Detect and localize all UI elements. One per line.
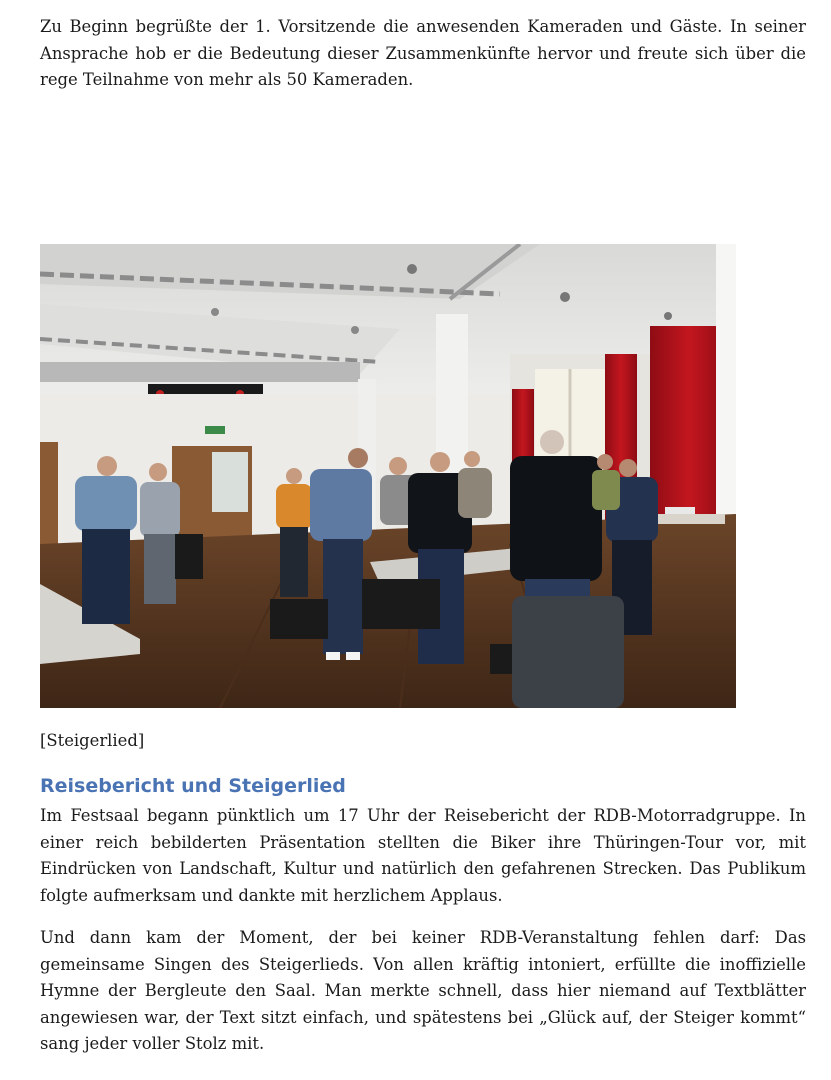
section-heading: Reisebericht und Steigerlied: [40, 775, 346, 797]
section-body: [40, 803, 806, 1058]
event-photo-illustration: [40, 244, 736, 708]
jacket-on-chair: [512, 596, 624, 708]
intro-block: [40, 14, 806, 94]
photo-caption: [Steigerlied]: [40, 731, 145, 750]
side-table: [650, 514, 725, 524]
stage-truss: [40, 362, 360, 382]
section-paragraph-2: Und dann kam der Moment, der bei keiner RDB-Veranstaltung fehlen darf: Das gemeinsame Singen des Steigerlieds. Von allen kräftig intoniert, erfüllte die inoffizielle Hymne der Bergleute den Saal. Man merkte schnell, dass hier niemand auf Textblätter angewiesen war, der Text sitzt einfach, und spätestens bei „Glück auf, der Steiger kommt“ sang jeder voller Stolz mit.: [40, 928, 806, 1053]
exit-sign: [205, 426, 225, 434]
intro-paragraph: Zu Beginn begrüßte der 1. Vorsitzende die anwesenden Kameraden und Gäste. In seiner Ansprache hob er die Bedeutung dieser Zusammenkünfte hervor und freute sich über die rege Teilnahme von mehr als 50 Kameraden.: [40, 17, 806, 89]
section-paragraph-1: Im Festsaal begann pünktlich um 17 Uhr der Reisebericht der RDB-Motorradgruppe. In einer reich bebilderten Präsentation stellten die Biker ihre Thüringen-Tour vor, mit Eindrücken von Landschaft, Kultur und natürlich den gefahrenen Strecken. Das Publikum folgte aufmerksam und dankte mit herzlichem Applaus.: [40, 806, 806, 905]
event-photo: [40, 244, 736, 708]
